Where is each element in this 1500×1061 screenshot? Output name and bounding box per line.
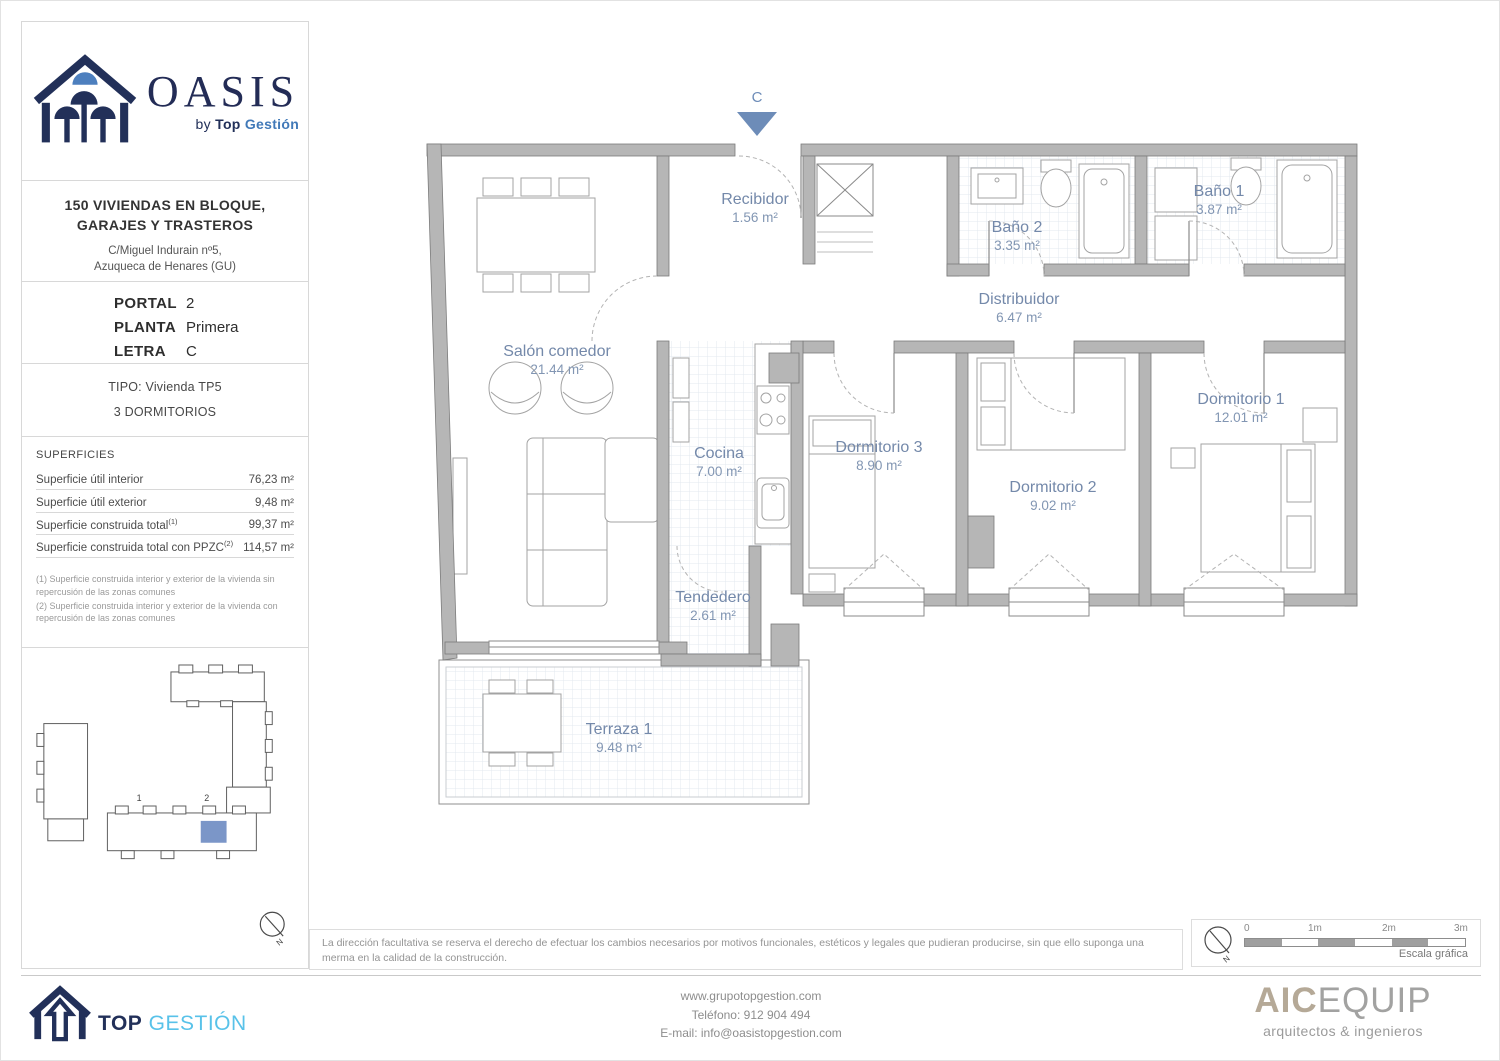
- scale-caption: Escala gráfica: [1398, 948, 1468, 960]
- label-dormitorio1: Dormitorio 1: [1197, 391, 1285, 408]
- label-recibidor: Recibidor: [721, 191, 789, 208]
- unit-id-box: [21, 281, 309, 364]
- svg-text:21.44 m²: 21.44 m²: [530, 362, 584, 377]
- aicequip-equip: EQUIP: [1317, 981, 1432, 1020]
- portal-label: PORTAL: [114, 295, 177, 312]
- tipo-line: TIPO: Vivienda TP5: [108, 380, 222, 394]
- siteplan-map: [22, 648, 308, 966]
- dormitorios-line: 3 DORMITORIOS: [113, 405, 217, 419]
- project-address-line2: Azuqueca de Henares (GU): [94, 260, 236, 273]
- svg-text:3.35 m²: 3.35 m²: [994, 238, 1040, 253]
- north-arrow-icon: [1196, 920, 1240, 966]
- site-portal2-label: 2: [204, 793, 210, 804]
- svg-text:9.02 m²: 9.02 m²: [1030, 498, 1076, 513]
- contact-phone: Teléfono: 912 904 494: [691, 1007, 811, 1022]
- floor-plan: [419, 86, 1369, 816]
- svg-text:N: N: [1221, 953, 1232, 965]
- topgestion-gestion: GESTIÓN: [148, 1012, 247, 1035]
- scale-tick-labels: 0 1m 2m 3m: [1244, 923, 1468, 934]
- north-arrow-icon: [260, 912, 285, 947]
- svg-text:12.01 m²: 12.01 m²: [1214, 410, 1268, 425]
- contact-email: E-mail: info@oasistopgestion.com: [660, 1026, 842, 1041]
- tipo-box: [21, 363, 309, 437]
- footer-divider: [21, 975, 1481, 976]
- letra-value: C: [186, 343, 197, 360]
- scale-bar: [1244, 938, 1466, 947]
- project-title-line2: GARAJES Y TRASTEROS: [76, 217, 254, 234]
- site-portal1-label: 1: [136, 793, 142, 804]
- highlighted-unit: [201, 821, 227, 843]
- superficies-footnotes: (1) Superficie construida interior y exterior de la vivienda sin repercusión de las zonas comunes (2) Superficie construida interior y exterior de la vivienda con repercusión de las zonas comunes: [36, 574, 278, 624]
- svg-text:6.47 m²: 6.47 m²: [996, 310, 1042, 325]
- contact-web: www.grupotopgestion.com: [680, 989, 822, 1003]
- entry-arrow-icon: [737, 89, 777, 136]
- living-room-furniture: [453, 178, 659, 606]
- aicequip-logo: [1223, 983, 1463, 1039]
- svg-text:2.61 m²: 2.61 m²: [690, 608, 736, 623]
- elevator-shaft: [817, 164, 873, 252]
- aicequip-aic: AIC: [1254, 981, 1318, 1020]
- svg-text:8.90 m²: 8.90 m²: [856, 458, 902, 473]
- bedroom2-furniture: [977, 358, 1125, 450]
- superficies-row: Superficie útil interior 76,23 m²: [36, 467, 294, 490]
- label-dormitorio2: Dormitorio 2: [1009, 479, 1097, 496]
- letra-label: LETRA: [114, 343, 166, 360]
- svg-text:3.87 m²: 3.87 m²: [1196, 202, 1242, 217]
- svg-text:7.00 m²: 7.00 m²: [696, 464, 742, 479]
- scale-box: [1191, 919, 1481, 967]
- portal-row: [114, 295, 308, 312]
- label-cocina: Cocina: [694, 445, 744, 462]
- superficies-row: Superficie construida total con PPZC$^{(2)}$ 114,57 m²: [36, 535, 294, 558]
- planta-row: [114, 319, 308, 336]
- label-bano1: Baño 1: [1193, 183, 1245, 200]
- superficies-heading: SUPERFICIES: [36, 449, 115, 461]
- label-salon: Salón comedor: [503, 343, 611, 360]
- label-dormitorio3: Dormitorio 3: [835, 439, 923, 456]
- svg-text:N: N: [274, 936, 285, 948]
- svg-text:C: C: [751, 89, 763, 106]
- label-distribuidor: Distribuidor: [978, 291, 1060, 308]
- planta-value: Primera: [186, 319, 239, 336]
- portal-value: 2: [186, 295, 195, 312]
- project-address-line1: C/Miguel Indurain nº5,: [108, 244, 222, 257]
- siteplan-box: [21, 647, 309, 969]
- contact-info: [561, 987, 941, 1043]
- label-tendedero: Tendedero: [675, 589, 751, 606]
- oasis-logo-icon: [31, 49, 139, 153]
- bedroom1-furniture: [1171, 408, 1337, 572]
- topgestion-logo: [29, 983, 247, 1043]
- label-bano2: Baño 2: [991, 219, 1043, 236]
- svg-text:9.48 m²: 9.48 m²: [596, 740, 642, 755]
- project-info-box: [21, 180, 309, 282]
- topgestion-logo-icon: [29, 983, 91, 1043]
- logo-box: [21, 21, 309, 181]
- disclaimer: La dirección facultativa se reserva el derecho de efectuar los cambios necesarios por motivos funcionales, estéticos y legales que pudieran producirse, sin que ello suponga una merma en la calidad de la construcción.: [309, 929, 1183, 970]
- svg-text:1.56 m²: 1.56 m²: [732, 210, 778, 225]
- oasis-byline: by Top Gestión: [195, 116, 300, 132]
- superficies-box: [21, 436, 309, 648]
- topgestion-top: TOP: [98, 1012, 143, 1035]
- site-building-bottom: [107, 806, 256, 859]
- letra-row: [114, 343, 308, 360]
- project-title-line1: 150 VIVIENDAS EN BLOQUE,: [64, 197, 266, 213]
- superficies-row: Superficie construida total$^{(1)}$ 99,37 m²: [36, 513, 294, 536]
- aicequip-subtitle: arquitectos & ingenieros: [1263, 1023, 1423, 1039]
- oasis-brand: OASIS: [146, 67, 300, 116]
- planta-label: PLANTA: [114, 319, 177, 336]
- site-building-left: [37, 724, 88, 841]
- site-building-top: [171, 665, 272, 813]
- superficies-row: Superficie útil exterior 9,48 m²: [36, 490, 294, 513]
- label-terraza: Terraza 1: [585, 721, 653, 738]
